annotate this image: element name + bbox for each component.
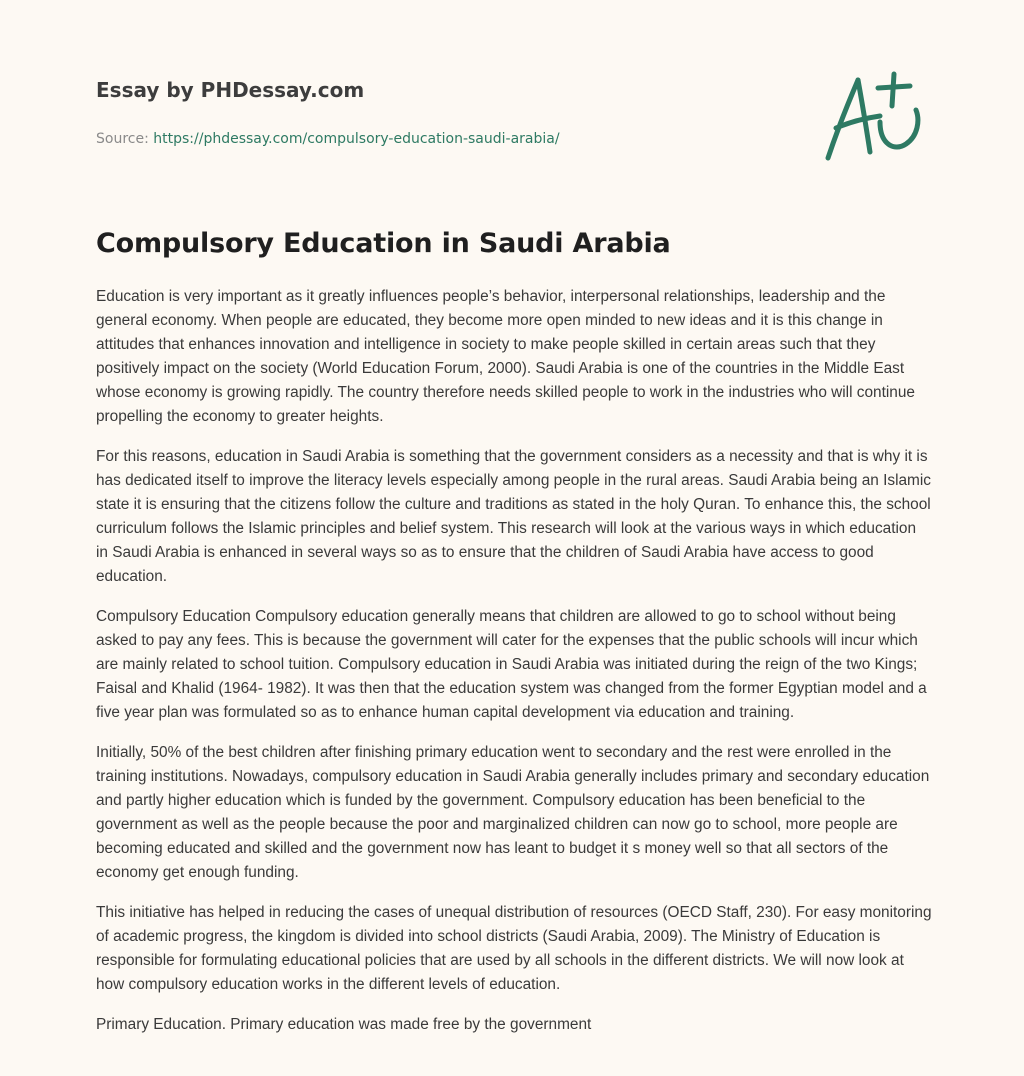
essay-paragraph: This initiative has helped in reducing the cases of unequal distribution of resources (OECD Staff, 230). For easy monitoring of academic progress, the kingdom is divided into school districts (Saudi Arabia, 2009). The Ministry of Education is responsible for formulating educational policies that are used by all schools in the different districts. We will now look at how compulsory education works in the different levels of education.: [96, 904, 932, 993]
a-plus-grade-icon: [818, 66, 930, 166]
essay-paragraph: Initially, 50% of the best children after finishing primary education went to secondary and the rest were enrolled in the training institutions. Nowadays, compulsory education in Saudi Arabia generally includes primary and secondary education and partly higher education which is funded by the government. Compulsory education has been beneficial to the government as well as the people because the poor and marginalized children can now go to school, more people are becoming educated and skilled and the government now has leant to budget it s money well so that all sectors of the economy get enough funding.: [96, 744, 930, 881]
essay-paragraph: Primary Education. Primary education was made free by the government: [96, 1016, 592, 1033]
essay-body: [96, 285, 932, 1053]
source-link[interactable]: https://phdessay.com/compulsory-education-saudi-arabia/: [153, 131, 560, 147]
essay-paragraph: For this reasons, education in Saudi Arabia is something that the government considers as a necessity and that is why it is has dedicated itself to improve the literacy levels especially among people in the rural areas. Saudi Arabia being an Islamic state it is ensuring that the citizens follow the culture and traditions as stated in the holy Quran. To enhance this, the school curriculum follows the Islamic principles and belief system. This research will look at the various ways in which education in Saudi Arabia is enhanced in several ways so as to ensure that the children of Saudi Arabia have access to good education.: [96, 448, 931, 585]
source-line: [96, 129, 796, 149]
essay-title: Compulsory Education in Saudi Arabia: [96, 228, 671, 259]
source-label: Source:: [96, 131, 154, 147]
essay-paragraph: Education is very important as it greatly influences people’s behavior, interpersonal relationships, leadership and the general economy. When people are educated, they become more open minded to new ideas and it is this change in attitudes that enhances innovation and intelligence in society to make people skilled in certain areas such that they positively impact on the society (World Education Forum, 2000). Saudi Arabia is one of the countries in the Middle East whose economy is growing rapidly. The country therefore needs skilled people to work in the industries who will continue propelling the economy to greater heights.: [96, 288, 915, 425]
site-brand: Essay by PHDessay.com: [96, 78, 365, 102]
page-header: [96, 74, 796, 149]
essay-paragraph: Compulsory Education Compulsory education generally means that children are allowed to go to school without being asked to pay any fees. This is because the government will cater for the expenses that the public schools will incur which are mainly related to school tuition. Compulsory education in Saudi Arabia was initiated during the reign of the two Kings; Faisal and Khalid (1964- 1982). It was then that the education system was changed from the former Egyptian model and a five year plan was formulated so as to enhance human capital development via education and training.: [96, 608, 927, 721]
